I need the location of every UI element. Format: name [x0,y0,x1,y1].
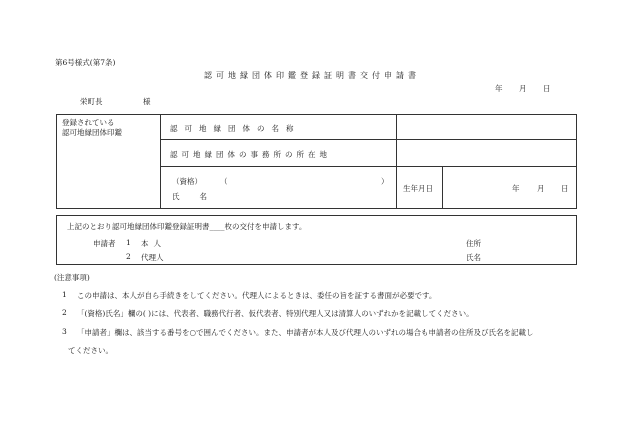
table-divider [160,139,577,140]
role-field[interactable] [228,174,378,186]
paren-close: ） [381,177,389,186]
note-number: 3 [62,327,67,336]
table-divider [160,114,161,209]
note-text-continuation: てください。 [68,346,113,355]
form-number: 第6号様式(第7条) [55,58,116,67]
date-year-label: 年 [495,84,503,93]
table-divider [396,114,397,166]
date-day-label: 日 [543,84,551,93]
table-divider [160,166,577,167]
note-number: 1 [62,290,67,299]
applicant-option-1-number[interactable]: 1 [126,238,131,247]
role-label: （資格） [172,177,202,186]
request-statement: 上記のとおり認可地縁団体印鑑登録証明書____枚の交付を申請します。 [67,222,307,231]
office-address-field[interactable] [398,141,574,164]
addressee-honorific: 様 [143,97,151,106]
group-name-label: 認可地縁団体の名称 [170,124,301,133]
addressee-name: 栄町長 [80,97,103,106]
applicant-option-1-label: 本人 [141,239,166,248]
registered-seal-label-2: 認可地縁団体印鑑 [62,128,122,137]
birth-year-label: 年 [512,184,520,193]
table-divider [396,166,397,209]
group-name-field[interactable] [398,116,574,137]
applicant-name-label: 氏名 [466,253,481,262]
applicant-option-2-number[interactable]: 2 [126,252,131,261]
note-text: 「(資格)氏名」欄の( )には、代表者、職務代行者、仮代表者、特別代理人又は清算人のいずれかを記載してください。 [77,309,474,318]
note-text: 「申請者」欄は、該当する番号を○で囲んでください。また、申請者が本人及び代理人のいずれの場合も申請者の住所及び氏名を記載し [77,328,534,337]
applicant-label: 申請者 [93,239,116,248]
applicant-address-label: 住所 [466,239,481,248]
notes-heading: (注意事項) [54,273,90,282]
date-month-label: 月 [519,84,527,93]
table-divider [442,166,443,209]
note-number: 2 [62,308,67,317]
paren-open: （ [220,177,228,186]
applicant-option-2-label: 代理人 [141,253,164,262]
person-name-label: 氏名 [172,192,227,201]
birth-month-label: 月 [537,184,545,193]
registered-seal-label: 登録されている [62,118,115,127]
birth-date-field[interactable] [444,168,574,207]
form-title: 認可地縁団体印鑑登録証明書交付申請書 [204,71,420,80]
office-address-label: 認可地縁団体の事務所の所在地 [170,150,331,159]
note-text: この申請は、本人が自ら手続きをしてください。代理人によるときは、委任の旨を証する書面が必要です。 [77,291,437,300]
person-name-field[interactable] [218,188,393,204]
birth-date-label: 生年月日 [403,184,433,193]
birth-day-label: 日 [561,184,569,193]
